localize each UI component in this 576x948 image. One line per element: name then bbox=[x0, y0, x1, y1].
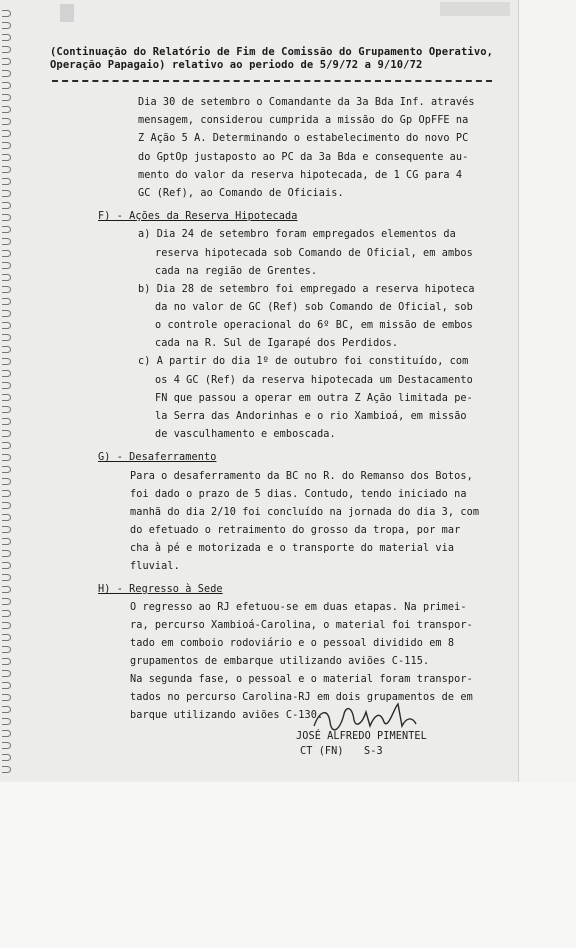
binder-hole bbox=[2, 298, 11, 305]
binder-hole bbox=[2, 454, 11, 461]
section-g-line: Para o desaferramento da BC no R. do Remanso dos Botos, bbox=[130, 471, 473, 482]
binder-hole bbox=[2, 46, 11, 53]
section-f-heading: F) - Ações da Reserva Hipotecada bbox=[98, 211, 298, 222]
signature-code: S-3 bbox=[364, 746, 383, 757]
binder-hole bbox=[2, 718, 11, 725]
header-divider bbox=[52, 80, 492, 82]
binder-hole bbox=[2, 238, 11, 245]
binder-hole bbox=[2, 358, 11, 365]
binder-hole bbox=[2, 262, 11, 269]
binder-hole bbox=[2, 490, 11, 497]
binder-hole bbox=[2, 598, 11, 605]
binder-hole bbox=[2, 514, 11, 521]
binder-hole bbox=[2, 670, 11, 677]
section-g-line: foi dado o prazo de 5 dias. Contudo, tendo iniciado na bbox=[130, 489, 467, 500]
section-g-line: do efetuado o retraimento do grosso da tropa, por mar bbox=[130, 525, 461, 536]
binder-hole bbox=[2, 250, 11, 257]
section-f-b-line: o controle operacional do 6º BC, em missão de embos bbox=[155, 320, 473, 331]
section-f-b-line: da no valor de GC (Ref) sob Comando de Oficial, sob bbox=[155, 302, 473, 313]
binder-hole bbox=[2, 682, 11, 689]
section-g-line: fluvial. bbox=[130, 561, 180, 572]
intro-line: Dia 30 de setembro o Comandante da 3a Bda Inf. através bbox=[138, 97, 475, 108]
scan-smudge bbox=[440, 2, 510, 16]
binder-hole bbox=[2, 274, 11, 281]
binder-hole bbox=[2, 658, 11, 665]
binder-hole bbox=[2, 166, 11, 173]
section-g-heading: G) - Desaferramento bbox=[98, 452, 217, 463]
binder-hole bbox=[2, 178, 11, 185]
section-f-a-line: a) Dia 24 de setembro foram empregados elementos da bbox=[138, 229, 456, 240]
intro-line: do GptOp justaposto ao PC da 3a Bda e consequente au- bbox=[138, 152, 469, 163]
report-header-line2: Operação Papagaio) relativo ao periodo de 5/9/72 a 9/10/72 bbox=[50, 59, 423, 71]
binder-hole bbox=[2, 754, 11, 761]
section-g-line: manhã do dia 2/10 foi concluído na jornada do dia 3, com bbox=[130, 507, 480, 518]
binder-hole bbox=[2, 34, 11, 41]
signature-rank: CT (FN) bbox=[300, 746, 344, 757]
binder-hole bbox=[2, 442, 11, 449]
binder-hole bbox=[2, 766, 11, 773]
blank-margin bbox=[0, 782, 576, 948]
binder-hole bbox=[2, 406, 11, 413]
binder-hole bbox=[2, 370, 11, 377]
binder-hole bbox=[2, 574, 11, 581]
section-g-line: cha à pé e motorizada e o transporte do material via bbox=[130, 543, 455, 554]
binder-hole bbox=[2, 118, 11, 125]
intro-line: mensagem, considerou cumprida a missão do Gp OpFFE na bbox=[138, 115, 469, 126]
binder-hole bbox=[2, 82, 11, 89]
binder-hole bbox=[2, 202, 11, 209]
binder-hole bbox=[2, 646, 11, 653]
binder-hole bbox=[2, 562, 11, 569]
binder-hole bbox=[2, 538, 11, 545]
binder-hole bbox=[2, 190, 11, 197]
binder-holes bbox=[2, 10, 14, 780]
binder-hole bbox=[2, 382, 11, 389]
binder-hole bbox=[2, 586, 11, 593]
binder-hole bbox=[2, 22, 11, 29]
binder-hole bbox=[2, 526, 11, 533]
binder-hole bbox=[2, 346, 11, 353]
binder-hole bbox=[2, 334, 11, 341]
binder-hole bbox=[2, 214, 11, 221]
binder-hole bbox=[2, 310, 11, 317]
section-h-line: O regresso ao RJ efetuou-se em duas etapas. Na primei- bbox=[130, 602, 467, 613]
section-f-b-line: b) Dia 28 de setembro foi empregado a reserva hipoteca bbox=[138, 284, 475, 295]
intro-line: Z Ação 5 A. Determinando o estabelecimento do novo PC bbox=[138, 133, 469, 144]
section-f-c-line: de vasculhamento e emboscada. bbox=[155, 429, 336, 440]
section-h-line: ra, percurso Xambioá-Carolina, o material foi transpor- bbox=[130, 620, 473, 631]
section-f-a-line: reserva hipotecada sob Comando de Oficial, em ambos bbox=[155, 248, 473, 259]
binder-hole bbox=[2, 10, 11, 17]
binder-hole bbox=[2, 742, 11, 749]
signature-name: JOSÉ ALFREDO PIMENTEL bbox=[296, 731, 427, 742]
binder-hole bbox=[2, 478, 11, 485]
binder-hole bbox=[2, 706, 11, 713]
section-f-c-line: c) A partir do dia 1º de outubro foi constituído, com bbox=[138, 356, 469, 367]
binder-hole bbox=[2, 226, 11, 233]
section-f-c-line: os 4 GC (Ref) da reserva hipotecada um Destacamento bbox=[155, 375, 473, 386]
binder-hole bbox=[2, 610, 11, 617]
section-h-line: barque utilizando aviões C-130. bbox=[130, 710, 324, 721]
binder-hole bbox=[2, 634, 11, 641]
section-h-line: tado em comboio rodoviário e o pessoal dividido em 8 bbox=[130, 638, 455, 649]
report-header-line1: (Continuação do Relatório de Fim de Comissão do Grupamento Operativo, bbox=[50, 46, 494, 58]
scan-smudge bbox=[60, 4, 74, 22]
section-h-line: grupamentos de embarque utilizando aviões C-115. bbox=[130, 656, 430, 667]
binder-hole bbox=[2, 550, 11, 557]
section-f-a-line: cada na região de Grentes. bbox=[155, 266, 318, 277]
section-f-c-line: la Serra das Andorinhas e o rio Xambioá, em missão bbox=[155, 411, 467, 422]
binder-hole bbox=[2, 154, 11, 161]
binder-hole bbox=[2, 430, 11, 437]
binder-hole bbox=[2, 130, 11, 137]
binder-hole bbox=[2, 502, 11, 509]
section-f-b-line: cada na R. Sul de Igarapé dos Perdidos. bbox=[155, 338, 399, 349]
binder-hole bbox=[2, 418, 11, 425]
section-h-heading: H) - Regresso à Sede bbox=[98, 584, 223, 595]
intro-line: mento do valor da reserva hipotecada, de 1 CG para 4 bbox=[138, 170, 463, 181]
binder-hole bbox=[2, 466, 11, 473]
binder-hole bbox=[2, 730, 11, 737]
binder-hole bbox=[2, 106, 11, 113]
section-f-c-line: FN que passou a operar em outra Z Ação limitada pe- bbox=[155, 393, 473, 404]
binder-hole bbox=[2, 58, 11, 65]
binder-hole bbox=[2, 286, 11, 293]
handwritten-signature bbox=[310, 700, 420, 734]
binder-hole bbox=[2, 694, 11, 701]
section-h-line: tados no percurso Carolina-RJ em dois grupamentos de em bbox=[130, 692, 473, 703]
binder-hole bbox=[2, 394, 11, 401]
section-h-line: Na segunda fase, o pessoal e o material foram transpor- bbox=[130, 674, 473, 685]
intro-line: GC (Ref), ao Comando de Oficiais. bbox=[138, 188, 344, 199]
binder-hole bbox=[2, 622, 11, 629]
binder-hole bbox=[2, 70, 11, 77]
binder-hole bbox=[2, 142, 11, 149]
binder-hole bbox=[2, 94, 11, 101]
binder-hole bbox=[2, 322, 11, 329]
